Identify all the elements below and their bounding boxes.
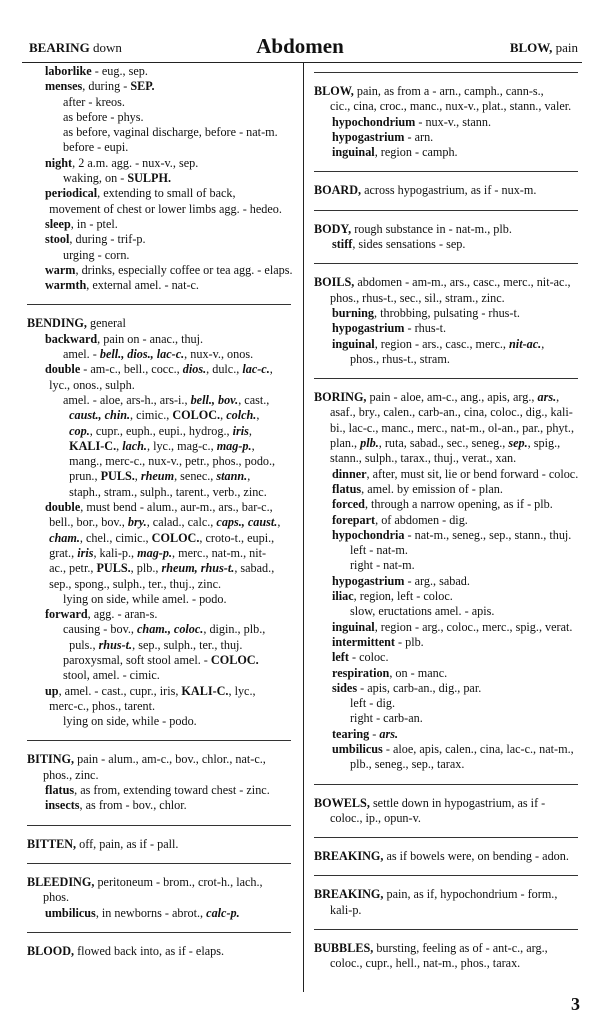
rubric-line: sep., spong., sulph., ter., thuj., zinc. <box>43 576 222 591</box>
rubric-line: coloc., ip., opun-v. <box>330 810 421 825</box>
rubric-heading: BREAKING, pain, as if, hypochondrium - form., <box>314 887 558 902</box>
rubric-line: lying on side, while amel. - podo. <box>63 591 227 606</box>
rubric-line: left - coloc. <box>332 650 389 665</box>
rubric-heading: BENDING, general <box>27 316 126 331</box>
rubric-line: forced, through a narrow opening, as if - plb. <box>332 497 553 512</box>
rubric-heading: BORING, pain - aloe, am-c., ang., apis, arg., ars., <box>314 390 560 405</box>
rubric-line: causing - bov., cham., coloc., digin., plb., <box>63 622 266 637</box>
rubric-line: right - nat-m. <box>350 558 415 573</box>
header-right-guideword: BLOW, pain <box>509 40 578 55</box>
rubric-line: forward, agg. - aran-s. <box>45 607 158 622</box>
rubric-line: inguinal, region - camph. <box>332 145 458 160</box>
rubric-line: hypogastrium - arn. <box>332 129 434 144</box>
page-number: 3 <box>571 994 580 1014</box>
entry-separator <box>314 378 578 379</box>
rubric-line: stool, during - trif-p. <box>45 232 146 247</box>
rubric-line: phos., zinc. <box>43 767 99 782</box>
rubric-line: staph., stram., sulph., tarent., verb., zinc. <box>63 484 267 499</box>
rubric-heading: BITTEN, off, pain, as if - pall. <box>27 836 179 851</box>
rubric-line: KALI-C., lach., lyc., mag-c., mag-p., <box>69 438 255 453</box>
rubric-heading: BODY, rough substance in - nat-m., plb. <box>314 221 512 236</box>
rubric-line: inguinal, region - arg., coloc., merc., spig., verat. <box>332 619 573 634</box>
rubric-line: amel. - bell., dios., lac-c., nux-v., onos. <box>63 347 254 362</box>
rubric-heading: BREAKING, as if bowels were, on bending - adon. <box>314 849 569 864</box>
rubric-line: slow, eructations amel. - apis. <box>350 604 495 619</box>
rubric-line: lyc., onos., sulph. <box>43 377 135 392</box>
rubric-line: hypochondria - nat-m., seneg., sep., stann., thuj. <box>332 527 572 542</box>
rubric-line: coloc., cupr., hell., nat-m., phos., tarax. <box>330 956 521 971</box>
rubric-line: double, must bend - alum., aur-m., ars., bar-c., <box>45 500 273 515</box>
rubric-line: sides - apis, carb-an., dig., par. <box>332 680 482 695</box>
rubric-line: paroxysmal, soft stool amel. - COLOC. <box>63 652 259 667</box>
column-divider <box>303 62 304 992</box>
rubric-heading: BOWELS, settle down in hypogastrium, as if - <box>314 795 546 810</box>
rubric-line: asaf., bry., calen., carb-an., cina, coloc., dig., kali- <box>330 405 573 420</box>
rubric-heading: BLOOD, flowed back into, as if - elaps. <box>27 943 225 958</box>
rubric-line: lying on side, while - podo. <box>63 714 197 729</box>
rubric-line: double - am-c., bell., cocc., dios., dulc., lac-c., <box>45 362 273 377</box>
rubric-line: warmth, external amel. - nat-c. <box>45 278 199 293</box>
rubric-line: backward, pain on - anac., thuj. <box>45 331 204 346</box>
rubric-line: dinner, after, must sit, lie or bend forward - coloc. <box>332 466 579 481</box>
rubric-line: up, amel. - cast., cupr., iris, KALI-C., lyc., <box>45 683 256 698</box>
rubric-line: warm, drinks, especially coffee or tea agg. - elaps. <box>45 262 293 277</box>
rubric-line: as before, vaginal discharge, before - nat-m. <box>63 125 278 140</box>
left-column <box>27 64 295 959</box>
rubric-line: iliac, region, left - coloc. <box>332 589 453 604</box>
rubric-line: phos. <box>43 890 70 905</box>
rubric-line: umbilicus, in newborns - abrot., calc-p. <box>45 905 240 920</box>
entry-separator <box>314 72 578 73</box>
entry-separator <box>314 875 578 876</box>
entry-separator <box>27 304 291 305</box>
rubric-heading: BUBBLES, bursting, feeling as of - ant-c., arg., <box>314 941 548 956</box>
rubric-line: plan., plb., ruta, sabad., sec., seneg., sep., spig., <box>330 436 561 451</box>
page-header <box>0 34 600 64</box>
rubric-line: puls., rhus-t., sep., sulph., ter., thuj. <box>63 637 243 652</box>
rubric-line: waking, on - SULPH. <box>63 171 171 186</box>
rubric-line: plb., seneg., sep., tarax. <box>350 757 465 772</box>
rubric-line: flatus, amel. by emission of - plan. <box>332 481 503 496</box>
rubric-line: tearing - ars. <box>332 726 399 741</box>
rubric-line: cham., chel., cimic., COLOC., croto-t., eupi., <box>49 530 275 545</box>
rubric-line: laborlike - eug., sep. <box>45 64 148 78</box>
rubric-heading: BITING, pain - alum., am-c., bov., chlor., nat-c., <box>27 752 266 767</box>
rubric-line: amel. - aloe, ars-h., ars-i., bell., bov., cast., <box>63 392 270 407</box>
rubric-line: caust., chin., cimic., COLOC., colch., <box>69 408 260 423</box>
rubric-line: flatus, as from, extending toward chest - zinc. <box>45 783 270 798</box>
rubric-heading: BOARD, across hypogastrium, as if - nux-m. <box>314 183 537 198</box>
rubric-line: bi., lac-c., manc., merc., nat-m., ol-an., par., phyt., <box>330 420 575 435</box>
rubric-line: ac., petr., PULS., plb., rheum, rhus-t., sabad., <box>43 561 275 576</box>
rubric-heading: BOILS, abdomen - am-m., ars., casc., merc., nit-ac., <box>314 275 571 290</box>
rubric-line: phos., rhus-t., stram. <box>350 351 450 366</box>
rubric-line: bell., bor., bov., bry., calad., calc., caps., caust., <box>43 515 281 530</box>
rubric-line: cic., cina, croc., manc., nux-v., plat., stann., valer. <box>330 99 572 114</box>
entry-separator <box>27 932 291 933</box>
rubric-line: prun., PULS., rheum, senec., stann., <box>63 469 251 484</box>
rubric-line: cop., cupr., euph., eupi., hydrog., iris, <box>69 423 252 438</box>
rubric-line: burning, throbbing, pulsating - rhus-t. <box>332 305 520 320</box>
entry-separator <box>314 210 578 211</box>
header-left-guideword: BEARING down <box>29 40 122 55</box>
rubric-line: stool, amel. - cimic. <box>63 668 160 683</box>
rubric-line: kali-p. <box>330 902 362 917</box>
rubric-line: hypochondrium - nux-v., stann. <box>332 114 492 129</box>
rubric-line: after - kreos. <box>63 94 125 109</box>
rubric-heading: BLOW, pain, as from a - arn., camph., cann-s., <box>314 84 544 98</box>
entry-separator <box>314 837 578 838</box>
rubric-line: menses, during - SEP. <box>45 79 155 94</box>
entry-separator <box>27 825 291 826</box>
rubric-line: umbilicus - aloe, apis, calen., cina, lac-c., nat-m., <box>332 741 574 756</box>
rubric-line: left - nat-m. <box>350 543 408 558</box>
rubric-line: insects, as from - bov., chlor. <box>45 798 187 813</box>
rubric-heading: BLEEDING, peritoneum - brom., crot-h., lach., <box>27 874 263 889</box>
rubric-line: merc-c., phos., tarent. <box>43 698 156 713</box>
rubric-line: urging - corn. <box>63 247 130 262</box>
entry-separator <box>27 740 291 741</box>
rubric-line: phos., rhus-t., sec., sil., stram., zinc. <box>330 290 505 305</box>
rubric-line: inguinal, region - ars., casc., merc., nit-ac., <box>332 336 545 351</box>
rubric-line: stann., sulph., tarax., thuj., verat., xan. <box>330 451 517 466</box>
rubric-line: intermittent - plb. <box>332 634 424 649</box>
rubric-line: movement of chest or lower limbs agg. - hedeo. <box>43 201 282 216</box>
entry-separator <box>314 929 578 930</box>
entry-separator <box>314 171 578 172</box>
entry-separator <box>314 263 578 264</box>
rubric-line: respiration, on - manc. <box>332 665 448 680</box>
rubric-line: forepart, of abdomen - dig. <box>332 512 468 527</box>
rubric-line: sleep, in - ptel. <box>45 216 118 231</box>
rubric-line: as before - phys. <box>63 109 144 124</box>
entry-separator <box>27 863 291 864</box>
rubric-line: right - carb-an. <box>350 711 423 726</box>
rubric-line: night, 2 a.m. agg. - nux-v., sep. <box>45 155 199 170</box>
rubric-line: hypogastrium - rhus-t. <box>332 321 447 336</box>
entry-separator <box>314 784 578 785</box>
rubric-line: hypogastrium - arg., sabad. <box>332 573 470 588</box>
rubric-line: grat., iris, kali-p., mag-p., merc., nat-m., nit- <box>43 545 267 560</box>
right-column <box>314 64 582 972</box>
rubric-line: left - dig. <box>350 696 396 711</box>
rubric-line: mang., merc-c., nux-v., petr., phos., podo., <box>63 454 276 469</box>
rubric-line: periodical, extending to small of back, <box>45 186 236 201</box>
rubric-line: before - eupi. <box>63 140 129 155</box>
header-rule <box>22 62 582 63</box>
page-title: Abdomen <box>256 34 344 58</box>
rubric-line: stiff, sides sensations - sep. <box>332 237 466 252</box>
